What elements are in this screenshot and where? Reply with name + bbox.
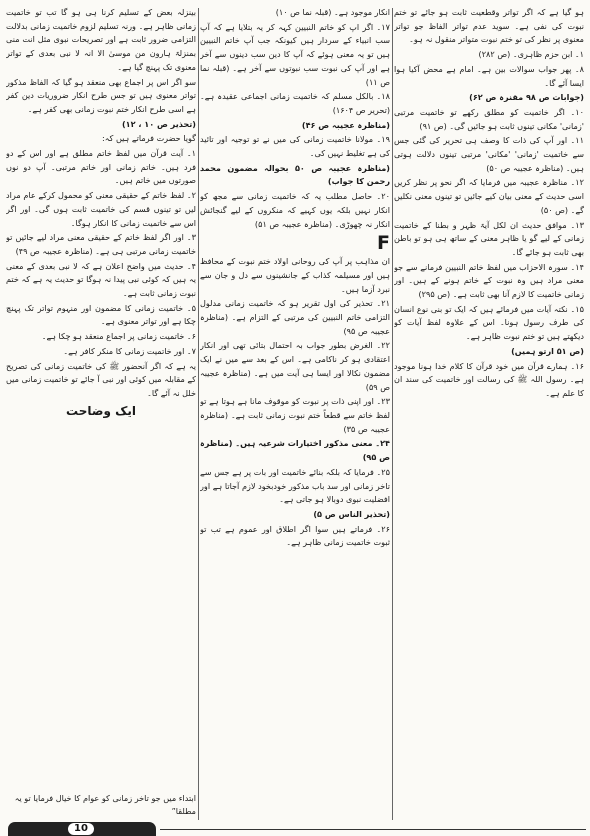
left-para-2: سو اگر اس پر اجماع بھی منعقد ہو گیا کہ الفاظ مذکور تواتر معنوی ہیں تو جس طرح انکار ضروریات دین کفر ہے اسی طرح انکار ختم نبوت زمانی بھی کفر ہے۔ — [6, 76, 196, 114]
left-para-8: ۴۔ حدیث میں واضح اعلان ہے کہ لا نبی بعدی کے معنی یہ ہیں کہ کوئی نبی پیدا نہ ہوگا تو حدیث یہ ہے کہ ختم نبوت زمانی ثابت ہے۔ — [6, 260, 196, 299]
right-para-2: ۱۔ ابن حزم ظاہری۔ (ص ۲۸۲) — [478, 49, 584, 60]
page-number: 10 — [68, 823, 94, 835]
left-para-11: ۷۔ اور خاتمیت زمانی کا منکر کافر ہے۔ — [63, 345, 196, 356]
middle-para-4: (مناظرہ عجیبہ ص ۴۶) — [301, 119, 390, 130]
right-para-7: ۱۲۔ مناظرہ عجیبہ میں فرمایا کہ اگر نحو پر نظر کریں اسی حدیث کے معنی بیان کیے جائیں تو تینوں معنی نکلیں گے۔ (ص ۵۰) — [394, 177, 584, 215]
middle-para-14: (تحذیر الناس ص ۵) — [313, 508, 390, 519]
right-para-5: ۱۰۔ اگر خاتمیت کو مطلق رکھے تو خاتمیت مرتبی 'زمانی' مکانی تینوں ثابت ہو جائیں گی۔ (ص ۹۱) — [394, 106, 584, 131]
section-heading: ایک وضاحت — [66, 403, 136, 418]
left-para-3: (تحذیر ص ۱۰ ، ۱۲) — [121, 118, 196, 129]
right-para-3: ۸۔ پھر جواب سوالات بین ہے۔ امام ہے محض آکیا ہوا ایسا آئے گا۔ — [394, 63, 584, 88]
left-para-5: ۱۔ آیت قرآن میں لفظ خاتم مطلق ہے اور اس کے دو فرد ہیں۔ خاتم زمانی اور خاتم مرتبی۔ آپ دو نوں صورتوں میں خاتم ہیں۔ — [6, 148, 196, 186]
middle-para-7: ۲۰۔ حاصل مطلب یہ کہ خاتمیت زمانی سے مجھ کو انکار نہیں بلکہ یوں کہیے کہ منکروں کے لیے گنجائش انکار نہ چھوڑی۔ (مناظرہ عجیبہ ص ۵۱) — [200, 191, 390, 229]
left-para-1: بینزلہ بعض کے تسلیم کرنا ہی ہو گا تب تو خاتمیت زمانی ظاہر ہے۔ ورنہ تسلیم لزوم خاتمیت زمانی بدلالت التزامی ضرور ثابت ہے اور تصریحات نبوی مثل انت منی بمنزلۃ ہارون من موسیٰ الا انہ لا نبی بعدی کے تواتر معنوی تک پہنچ گیا ہے۔ — [6, 7, 196, 72]
right-para-10: ۱۵۔ نکتہ آیات میں فرمائے ہیں کہ ایک تو بنی نوع انسان کی طرف رسول ہونا۔ اس کے علاوہ لفظ آیات کو دیکھتے ہیں تو ختم نبوت ظاہر ہے۔ — [394, 303, 584, 342]
right-para-6: ۱۱۔ اور آپ کی ذات کا وصف ہی تحریر کی گئی جس سے خاتمیت 'زمانی' 'مکانی' مرتبی تینوں دلالت ہوتی ہیں۔ (مناظرہ عجیبہ ص ۵۰) — [394, 135, 584, 173]
right-para-4: (جوابات ص ۹۸ مقنرہ ص ۶۲) — [469, 92, 584, 103]
page-footer — [0, 822, 590, 836]
left-para-9: ۵۔ خاتمیت زمانی کا مضمون اور منہوم تواتر تک پہنچ چکا ہے اور تواتر معنوی ہے۔ — [6, 302, 196, 327]
middle-para-5: ۱۹۔ مولانا خاتمیت زمانی کی میں نے تو توجیہ اور تائید کی ہے تغلیط نہیں کی۔ — [200, 134, 390, 159]
column-middle — [200, 6, 390, 824]
left-para-4: گویا حضرت فرماتے ہیں کہ: — [102, 133, 196, 144]
drop-letter: F — [377, 232, 390, 255]
middle-para-2: ۱۷۔ اگر اپ کو خاتم النبیین کہہ کر یہ بتلایا ہے کہ آپ سب انبیاء کے سردار ہیں کیونکہ جب آپ خاتم النبیین ہیں تو یہ معنی ہوئے کہ آپ کا دین سب دینوں سے آخر ہے اور آپ کی نبوت سب نبوتوں سے آخر ہے۔ (قبلہ نما ص ۱۱) — [200, 21, 390, 87]
middle-para-1: انکار موجود ہے۔ (قبلہ نما ص ۱۰) — [275, 7, 390, 17]
footer-rule — [160, 829, 586, 830]
middle-para-15: ۲۶۔ فرماتے ہیں سوا اگر اطلاق اور عموم ہے تب تو ثبوت خاتمیت زمانی ظاہر ہے۔ — [200, 523, 390, 548]
middle-para-6: (مناظرہ عجیبہ ص ۵۰ بحوالہ مضمون محمد رحمن کا جواب) — [200, 162, 390, 187]
right-para-1: ہو گیا ہے کہ اگر تواتر وقطعیت ثابت ہو جائے تو ختم نبوت کی نفی ہے۔ سوید عدم تواتر الفاظ جو تواتر معنوی پر نظر کی تو ختم نبوت متواتر منقول نہ ہو۔ — [394, 7, 584, 45]
middle-para-13: ۲۵۔ فرمایا کہ بلکہ بنائے خاتمیت اور بات پر ہے جس سے تاخر زمانی اور سد باب مذکور خودبخود لازم آجاتا ہے اور افضلیت نبوی دوبالا ہو جاتی ہے۔ — [200, 466, 390, 505]
left-para-7: ۳۔ اور اگر لفظ خاتم کے حقیقی معنی مراد لیے جائیں تو خاتمیت زمانی مرتبی ہی ہے۔ (مناظرہ عجیبہ ص ۴۹) — [6, 232, 196, 256]
middle-para-12: ۲۴۔ معنی مذکور اختیارات شرعیہ ہیں۔ (مناظرہ ص ۹۵) — [200, 438, 390, 463]
left-para-10: ۶۔ خاتمیت زمانی پر اجماع منعقد ہو چکا ہے۔ — [41, 331, 196, 342]
left-para-12: یہ ہے کہ اگر آنحضور ﷺ کی خاتمیت زمانی کی تصریح کے مقابلہ میں کوئی اور نبی آ جائے تو خاتمیت زمانی میں خلل نہ آئے گا۔ — [6, 360, 196, 398]
right-para-11: (ص ۵۱ ارتو ہمیں) — [511, 345, 584, 356]
middle-para-10: ۲۲۔ الغرض بطور جواب بہ احتمال بتائی تھی اور انکار اعتقادی ہو کر ناکامی ہے۔ اس کے بعد سے میں نے ایک مضمون نکالا اور ایسا ہی آیت میں ہے۔ (مناظرہ عجیبہ ص ۵۹) — [200, 340, 390, 392]
middle-para-3: ۱۸۔ بالکل مسلم کہ خاتمیت زمانی اجماعی عقیدہ ہے۔ (تحریر ص ۱۶۰۴) — [200, 91, 390, 115]
middle-para-8: ان مذاہب پر آپ کی روحانی اولاد ختم نبوت کے محافظ ہیں اور مسیلمہ کذاب کے جانشینوں سے دل و جان سے نبرد آزما ہیں۔ — [200, 256, 390, 294]
middle-para-9: ۲۱۔ تحذیر کی اول تقریر ہو کہ خاتمیت زمانی مدلول التزامی خاتم النبیین کی مرتبی کے التزام ہے۔ (مناظرہ عجیبہ ص ۹۵) — [200, 298, 390, 336]
column-right — [394, 6, 584, 824]
right-para-9: ۱۴۔ سورہ الاحزاب میں لفظ خاتم النبیین فرمانے سے جو معنی مراد ہیں وہ نبوت کے خاتم ہونے کے ہیں۔ اور زمانی خاتمیت کا لازم آنا بھی ثابت ہے۔ (ص ۲۹۵) — [394, 261, 584, 300]
column-divider-2 — [198, 8, 199, 820]
column-divider-1 — [392, 8, 393, 820]
right-para-12: ۱۶۔ ہمارے قرآن میں خود قرآن کا کلام خدا ہونا موجود ہے۔ رسول اللہ ﷺ کی رسالت اور خاتمیت کی سند ان کا علم ہے۔ — [394, 360, 584, 398]
middle-para-11: ۲۳۔ اور اپنی ذات پر نبوت کو موقوف مانا ہے ہوتا ہے تو لفظ خاتم سے قطعاً ختم نبوت زمانی ثابت ہے۔ (مناظرہ عجیبہ ص ۳۵) — [200, 396, 390, 434]
right-para-8: ۱۳۔ موافق حدیث ان لکل آیۃ ظہر و بطنا کے خاتمیت زمانی کے لیے گو یا ظاہر معنی کے ساتھ ہی ہو تو باطن بھی ثابت ہو جائے گا۔ — [394, 219, 584, 257]
section-footnote-line: ابتداء میں جو تاخر زمانی کو عوام کا خیال فرمایا تو یہ مطلقا” — [14, 793, 196, 816]
left-para-6: ۲۔ لفظ خاتم کے حقیقی معنی کو محمول کرکے عام مراد لیں تو تینوں قسم کی خاتمیت ثابت ہوں گی۔ اور اگر اس سے خاتمیت زمانی کا انکار ہوگا۔ — [6, 190, 196, 228]
column-left — [6, 6, 196, 798]
